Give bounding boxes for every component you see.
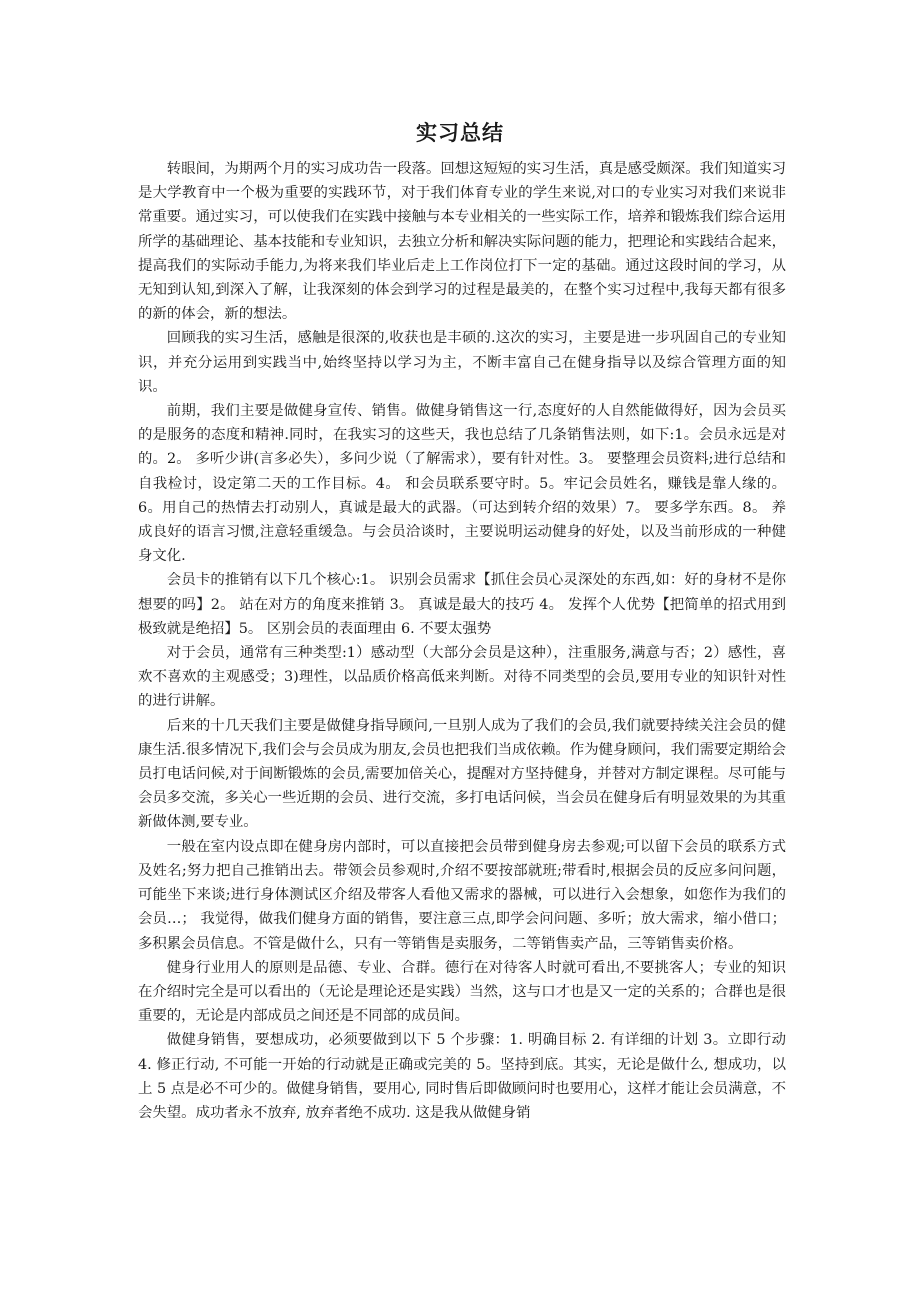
paragraph-intro: 转眼间，为期两个月的实习成功告一段落。回想这短短的实习生活，真是感受颇深。我们知道实习是大学教育中一个极为重要的实践环节，对于我们体育专业的学生来说,对口的专业实习对我们来说非常重要。通过实习，可以使我们在实践中接触与本专业相关的一些实际工作，培养和锻炼我们综合运用所学的基础理论、基本技能和专业知识，去独立分析和解决实际问题的能力，把理论和实践结合起来，提高我们的实际动手能力,为将来我们毕业后走上工作岗位打下一定的基础。通过这段时间的学习，从无知到认知,到深入了解，让我深刻的体会到学习的过程是最美的，在整个实习过程中,我每天都有很多的新的体会，新的想法。 [138, 161, 786, 323]
paragraph-hiring-principles: 健身行业用人的原则是品德、专业、合群。德行在对待客人时就可看出,不要挑客人；专业的知识在介绍时完全是可以看出的（无论是理论还是实践）当然，这与口才也是又一定的关系的；合群也是很重要的，无论是内部成员之间还是不同部的成员间。 [138, 959, 786, 1025]
paragraph-onsite-tour: 一般在室内设点即在健身房内部时，可以直接把会员带到健身房去参观;可以留下会员的联系方式及姓名;努力把自己推销出去。带领会员参观时,介绍不要按部就班;带看时,根据会员的反应多问问题，可能坐下来谈;进行身体测试区介绍及带客人看他又需求的器械，可以进行入会想象，如您作为我们的会员…； 我觉得，做我们健身方面的销售，要注意三点,即学会问问题、多听；放大需求，缩小借口；多积累会员信息。不管是做什么，只有一等销售是卖服务，二等销售卖产品，三等销售卖价格。 [138, 838, 786, 952]
paragraph-member-types: 对于会员，通常有三种类型:1）感动型（大部分会员是这种），注重服务,满意与否；2）感性，喜欢不喜欢的主观感受；3)理性，以品质价格高低来判断。对待不同类型的会员,要用专业的知识针对性的进行讲解。 [138, 645, 786, 710]
paragraph-fitness-advisor: 后来的十几天我们主要是做健身指导顾问,一旦别人成为了我们的会员,我们就要持续关注会员的健康生活.很多情况下,我们会与会员成为朋友,会员也把我们当成依赖。作为健身顾问，我们需要定期给会员打电话问候,对于间断锻炼的会员,需要加倍关心，提醒对方坚持健身，并替对方制定课程。尽可能与会员多交流，多关心一些近期的会员、进行交流，多打电话问候，当会员在健身后有明显效果的为其重新做体测,要专业。 [138, 717, 786, 831]
paragraph-success-steps: 做健身销售，要想成功，必须要做到以下 5 个步骤：1. 明确目标 2. 有详细的计划 3。立即行动 4. 修正行动, 不可能一开始的行动就是正确或完美的 5。坚持到底。其实，无论是做什么, 想成功，以上 5 点是必不可少的。做健身销售，要用心, 同时售后即做顾问时也要用心，这样才能让会员满意，不会失望。成功者永不放弃, 放弃者绝不成功. 这是我从做健身销 [138, 1032, 786, 1121]
paragraph-sales-rules: 前期，我们主要是做健身宣传、销售。做健身销售这一行,态度好的人自然能做得好，因为会员买的是服务的态度和精神.同时，在我实习的这些天，我也总结了几条销售法则，如下:1。会员永远是对的。2。 多听少讲(言多必失），多问少说（了解需求），要有针对性。3。 要整理会员资料;进行总结和自我检讨，设定第二天的工作目标。4。 和会员联系要守时。5。牢记会员姓名，赚钱是靠人缘的。6。用自己的热情去打动别人，真诚是最大的武器。（可达到转介绍的效果）7。 要多学东西。8。 养成良好的语言习惯,注意轻重缓急。与会员洽谈时，主要说明运动健身的好处，以及当前形成的一种健身文化. [138, 403, 786, 565]
document-title: 实习总结 [416, 121, 504, 145]
paragraph-review: 回顾我的实习生活，感触是很深的,收获也是丰硕的.这次的实习，主要是进一步巩固自己的专业知识，并充分运用到实践当中,始终坚持以学习为主，不断丰富自己在健身指导以及综合管理方面的知识。 [138, 330, 786, 395]
document-body [138, 157, 786, 1125]
paragraph-membership-card: 会员卡的推销有以下几个核心:1。 识别会员需求【抓住会员心灵深处的东西,如：好的身材不是你想要的吗】2。 站在对方的角度来推销 3。 真诚是最大的技巧 4。 发挥个人优势【把简单的招式用到极致就是绝招】5。 区别会员的表面理由 6. 不要太强势 [138, 572, 786, 637]
